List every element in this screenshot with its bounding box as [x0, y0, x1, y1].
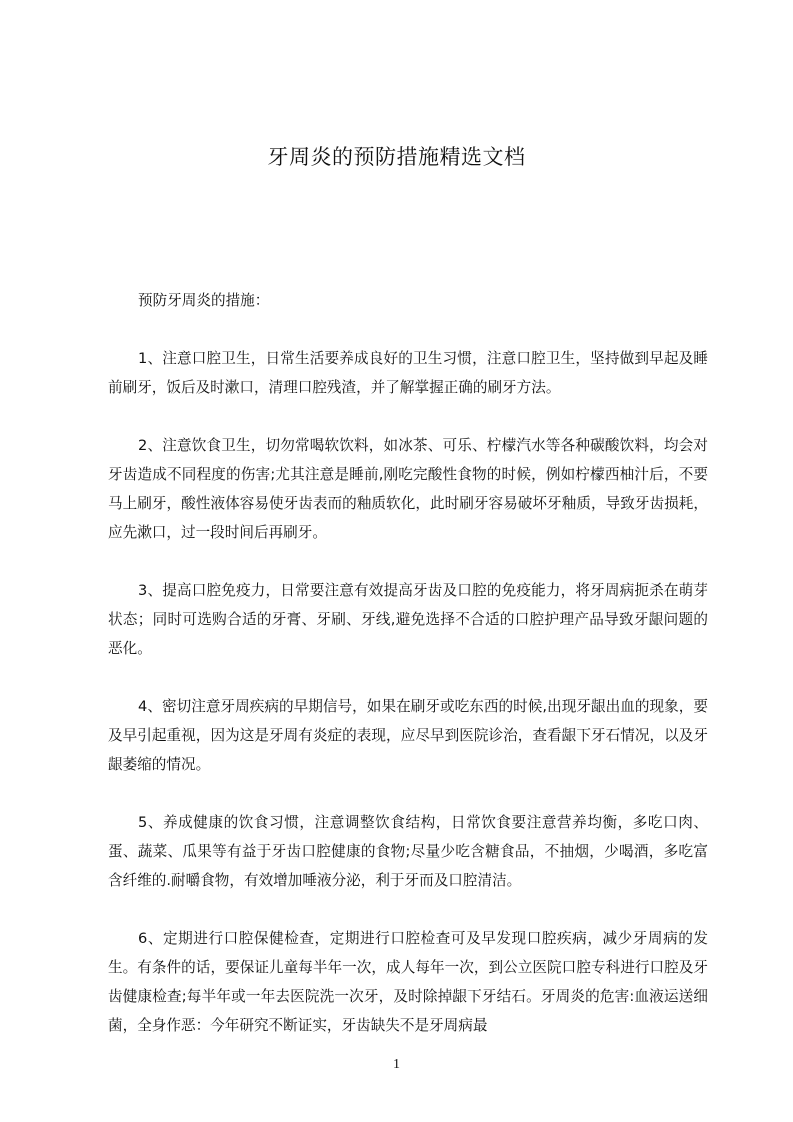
- paragraph-1: 1、注意口腔卫生，日常生活要养成良好的卫生习惯，注意口腔卫生，坚持做到早起及睡前刷牙，饭后及时漱口，清理口腔残渣，并了解掌握正确的刷牙方法。: [108, 350, 708, 396]
- paragraph-6: 6、定期进行口腔保健检查，定期进行口腔检查可及早发现口腔疾病，减少牙周病的发生。有条件的话，要保证儿童每半年一次，成人每年一次，到公立医院口腔专科进行口腔及牙齿健康检查;每半年或一年去医院洗一次牙，及时除掉龈下牙结石。牙周炎的危害:血液运送细菌，全身作恶：今年研究不断证实，牙齿缺失不是牙周病最: [108, 930, 708, 1034]
- paragraph-5: 5、养成健康的饮食习惯，注意调整饮食结构，日常饮食要注意营养均衡，多吃口肉、蛋、蔬菜、瓜果等有益于牙齿口腔健康的食物;尽量少吃含糖食品，不抽烟，少喝酒，多吃富含纤维的.耐嚼食物，有效增加唾液分泌，利于牙而及口腔清洁。: [108, 814, 708, 889]
- intro-paragraph: 预防牙周炎的措施：: [138, 292, 270, 309]
- document-body: [108, 286, 708, 1069]
- paragraph-4: 4、密切注意牙周疾病的早期信号，如果在刷牙或吃东西的时候,出现牙龈出血的现象，要及早引起重视，因为这是牙周有炎症的表现，应尽早到医院诊治，查看龈下牙石情况，以及牙龈萎缩的情况。: [108, 698, 708, 773]
- paragraph-3: 3、提高口腔免疫力，日常要注意有效提高牙齿及口腔的免疫能力，将牙周病扼杀在萌芽状态；同时可选购合适的牙膏、牙刷、牙线,避免选择不合适的口腔护理产品导致牙龈问题的恶化。: [108, 582, 708, 657]
- document-title: 牙周炎的预防措施精选文档: [267, 145, 526, 169]
- page-number: 1: [393, 1057, 400, 1072]
- paragraph-2: 2、注意饮食卫生，切勿常喝软饮料，如冰茶、可乐、柠檬汽水等各种碳酸饮料，均会对牙齿造成不同程度的伤害;尤其注意是睡前,刚吃完酸性食物的时候，例如柠檬西柚汁后，不要马上刷牙，酸性液体容易使牙齿表而的釉质软化，此时刷牙容易破坏牙釉质，导致牙齿损耗，应先漱口，过一段时间后再刷牙。: [108, 437, 708, 541]
